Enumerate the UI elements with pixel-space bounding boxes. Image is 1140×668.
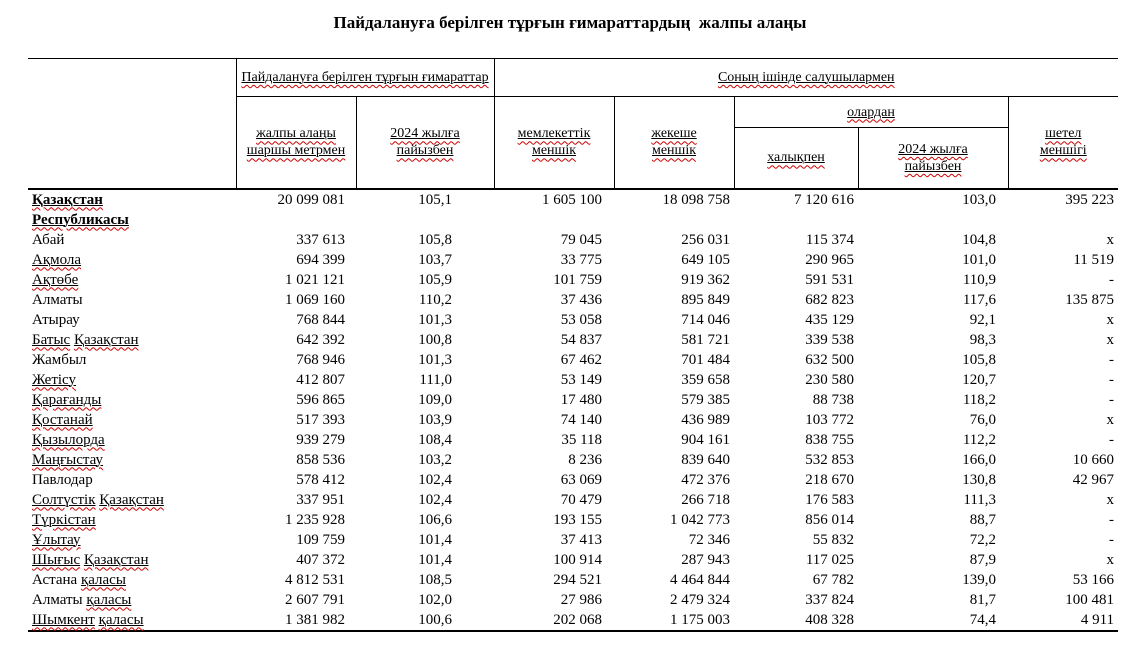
value-cell: 72 346 [688,531,731,548]
value-cell: 287 943 [681,551,731,568]
value-cell: 103 772 [805,411,855,428]
value-cell: 472 376 [681,471,731,488]
value-cell: 193 155 [553,511,603,528]
region-name: Атырау [32,311,80,328]
value-cell: 632 500 [805,351,855,368]
value-cell: 337 824 [805,591,855,608]
group-header-buildings: Пайдалануға берілген тұрғын ғимараттар [236,59,494,97]
value-cell: 92,1 [969,311,997,328]
value-cell: 230 580 [805,371,855,388]
value-cell: 532 853 [805,451,855,468]
value-cell: 109 759 [296,531,345,548]
value-cell: 290 965 [805,251,855,268]
value-cell: 7 120 616 [794,191,855,208]
value-cell: 108,5 [418,571,453,588]
table-row [28,390,1118,410]
region-name: Ақмола [32,251,82,268]
value-cell: 70 479 [560,491,603,508]
table-row [28,510,1118,530]
value-cell: 1 235 928 [285,511,345,528]
value-cell: 694 399 [296,251,345,268]
value-cell: 1 042 773 [670,511,731,528]
value-cell: 1 175 003 [614,610,734,631]
region-name: Маңғыстау [32,451,104,468]
value-cell: 591 531 [805,271,855,288]
table-row [28,530,1118,550]
table-row [28,250,1118,270]
value-cell: 436 989 [681,411,731,428]
table-row [28,570,1118,590]
column-header-percent-2024: 2024 жылға пайызбен [356,97,494,189]
value-cell: 1 605 100 [542,191,603,208]
region-name: Жамбыл [32,351,87,368]
region-name: Түркістан [32,511,96,528]
value-cell: 108,4 [418,431,453,448]
value-cell: 76,0 [969,411,997,428]
table-row [28,370,1118,390]
value-cell: 67 782 [812,571,855,588]
value-cell: 111,3 [963,491,997,508]
region-column-header [28,59,236,189]
value-cell: 103,7 [418,251,453,268]
value-cell: 54 837 [560,331,603,348]
value-cell: 112,2 [962,431,997,448]
value-cell: 55 832 [812,531,855,548]
table-row [28,610,1118,631]
table-row [28,230,1118,250]
value-cell: 135 875 [1065,291,1115,308]
value-cell: x [1106,411,1115,428]
page-title: Пайдалануға берілген тұрғын ғимараттардың жалпы алаңы [333,13,807,32]
column-header-percent-2024-pop: 2024 жылға пайызбен [858,128,1008,189]
value-cell: 63 069 [560,471,603,488]
value-cell: 98,3 [969,331,997,348]
value-cell: 337 951 [296,491,345,508]
value-cell: 53 058 [560,311,603,328]
value-cell: 176 583 [805,491,855,508]
value-cell: 395 223 [1065,191,1115,208]
value-cell: 714 046 [681,311,731,328]
value-cell: 856 014 [805,511,855,528]
value-cell: 111,0 [419,371,453,388]
value-cell: x [1106,491,1115,508]
value-cell: - [1109,391,1115,408]
value-cell: 53 166 [1072,571,1115,588]
value-cell: 596 865 [296,391,345,408]
value-cell: - [1109,431,1115,448]
value-cell: 117 025 [805,551,855,568]
value-cell: 101,4 [418,551,453,568]
value-cell: 682 823 [805,291,855,308]
value-cell: 105,1 [418,191,453,208]
value-cell: 202 068 [494,610,614,631]
value-cell: 218 670 [805,471,855,488]
value-cell: 101 759 [553,271,603,288]
table-body [28,189,1118,631]
value-cell: 37 436 [560,291,603,308]
table-row [28,410,1118,430]
value-cell: 110,2 [418,291,453,308]
table-row [28,189,1118,230]
value-cell: 74,4 [858,610,1008,631]
value-cell: x [1106,331,1115,348]
table-row [28,270,1118,290]
value-cell: 101,3 [418,311,453,328]
value-cell: 581 721 [681,331,731,348]
value-cell: 115 374 [805,231,855,248]
table-header [28,59,1118,189]
value-cell: 120,7 [962,371,997,388]
value-cell: 1 069 160 [285,291,345,308]
value-cell: 649 105 [681,251,731,268]
value-cell: 359 658 [681,371,731,388]
table-row [28,430,1118,450]
table-row [28,590,1118,610]
value-cell: 81,7 [969,591,997,608]
column-header-foreign-property: шетел меншігі [1008,97,1118,189]
value-cell: 100,8 [418,331,453,348]
table-row [28,470,1118,490]
value-cell: 35 118 [561,431,603,448]
value-cell: 74 140 [560,411,603,428]
value-cell: 839 640 [681,451,731,468]
value-cell: 895 849 [681,291,731,308]
statistics-table [28,58,1118,632]
table-row [28,450,1118,470]
value-cell: 768 946 [296,351,345,368]
value-cell: 100,6 [356,610,494,631]
value-cell: 166,0 [962,451,997,468]
region-name: Алматы қаласы [32,591,132,608]
region-name: Батыс Қазақстан [32,331,139,348]
value-cell: 919 362 [681,271,731,288]
value-cell: 27 986 [560,591,603,608]
region-name: Абай [32,231,65,248]
value-cell: 11 519 [1073,251,1115,268]
value-cell: 838 755 [805,431,855,448]
value-cell: 79 045 [560,231,603,248]
value-cell: 130,8 [962,471,997,488]
column-header-total-area: жалпы алаңы шаршы метрмен [236,97,356,189]
value-cell: 20 099 081 [277,191,345,208]
value-cell: 37 413 [560,531,603,548]
value-cell: 105,8 [418,231,453,248]
value-cell: 435 129 [805,311,855,328]
value-cell: 407 372 [296,551,345,568]
value-cell: - [1109,271,1115,288]
value-cell: 10 660 [1072,451,1115,468]
value-cell: 2 479 324 [670,591,731,608]
value-cell: 88 738 [812,391,855,408]
value-cell: 100 481 [1065,591,1115,608]
value-cell: 87,9 [969,551,997,568]
value-cell: 102,0 [418,591,453,608]
column-header-private-property: жекеше меншік [614,97,734,189]
value-cell: 105,9 [418,271,453,288]
value-cell: 339 538 [805,331,855,348]
value-cell: 102,4 [418,491,453,508]
value-cell: 118,2 [962,391,997,408]
region-name: Ұлытау [32,531,81,548]
value-cell: 4 464 844 [670,571,731,588]
table-row [28,550,1118,570]
region-name: Солтүстік Қазақстан [32,491,164,508]
value-cell: 858 536 [296,451,345,468]
value-cell: - [1109,351,1115,368]
value-cell: 4 812 531 [285,571,345,588]
value-cell: 4 911 [1008,610,1118,631]
table-row [28,490,1118,510]
region-name: Қызылорда [32,431,105,448]
value-cell: 904 161 [681,431,731,448]
value-cell: 102,4 [418,471,453,488]
value-cell: 256 031 [681,231,731,248]
value-cell: 337 613 [296,231,345,248]
value-cell: 105,8 [962,351,997,368]
value-cell: 939 279 [296,431,345,448]
value-cell: 1 381 982 [236,610,356,631]
value-cell: x [1106,231,1115,248]
value-cell: 104,8 [962,231,997,248]
value-cell: 103,2 [418,451,453,468]
value-cell: 642 392 [296,331,345,348]
region-name: Жетісу [32,371,77,388]
value-cell: 266 718 [681,491,731,508]
value-cell: 579 385 [681,391,731,408]
value-cell: 53 149 [560,371,603,388]
value-cell: 701 484 [681,351,731,368]
value-cell: 578 412 [296,471,345,488]
value-cell: 67 462 [560,351,603,368]
value-cell: 17 480 [560,391,603,408]
value-cell: 103,9 [418,411,453,428]
table-row [28,330,1118,350]
column-header-population: халықпен [734,128,858,189]
value-cell: 294 521 [553,571,603,588]
value-cell: 139,0 [962,571,997,588]
region-name: Шығыс Қазақстан [32,551,149,568]
value-cell: 109,0 [418,391,453,408]
region-name: Астана қаласы [32,571,126,588]
value-cell: 2 607 791 [285,591,345,608]
region-name: Ақтөбе [32,271,79,288]
value-cell: 408 328 [734,610,858,631]
value-cell: 8 236 [568,451,603,468]
value-cell: 110,9 [962,271,997,288]
value-cell: 117,6 [962,291,997,308]
value-cell: 412 807 [296,371,345,388]
column-header-state-property: мемлекеттік меншік [494,97,614,189]
value-cell: 517 393 [296,411,345,428]
value-cell: - [1109,371,1115,388]
group-header-olardan: олардан [734,97,1008,128]
value-cell: 18 098 758 [662,191,731,208]
value-cell: x [1106,311,1115,328]
value-cell: 106,6 [418,511,453,528]
value-cell: 88,7 [969,511,997,528]
value-cell: - [1109,531,1115,548]
value-cell: 101,4 [418,531,453,548]
value-cell: 100 914 [553,551,603,568]
value-cell: 101,3 [418,351,453,368]
region-name: Алматы [32,291,83,308]
region-name: Шымкент қаласы [28,610,236,631]
region-name: Павлодар [32,471,93,488]
region-name: Қазақстан Республикасы [32,191,129,228]
table-row [28,350,1118,370]
table-row [28,290,1118,310]
value-cell: 768 844 [296,311,345,328]
value-cell: 101,0 [962,251,997,268]
group-header-builders: Соның ішінде салушылармен [494,59,1118,97]
value-cell: 103,0 [962,191,997,208]
value-cell: 1 021 121 [285,271,345,288]
value-cell: x [1106,551,1115,568]
region-name: Қостанай [32,411,93,428]
value-cell: 42 967 [1072,471,1115,488]
table-row [28,310,1118,330]
value-cell: 72,2 [969,531,997,548]
region-name: Қарағанды [32,391,102,408]
value-cell: 33 775 [560,251,603,268]
value-cell: - [1109,511,1115,528]
